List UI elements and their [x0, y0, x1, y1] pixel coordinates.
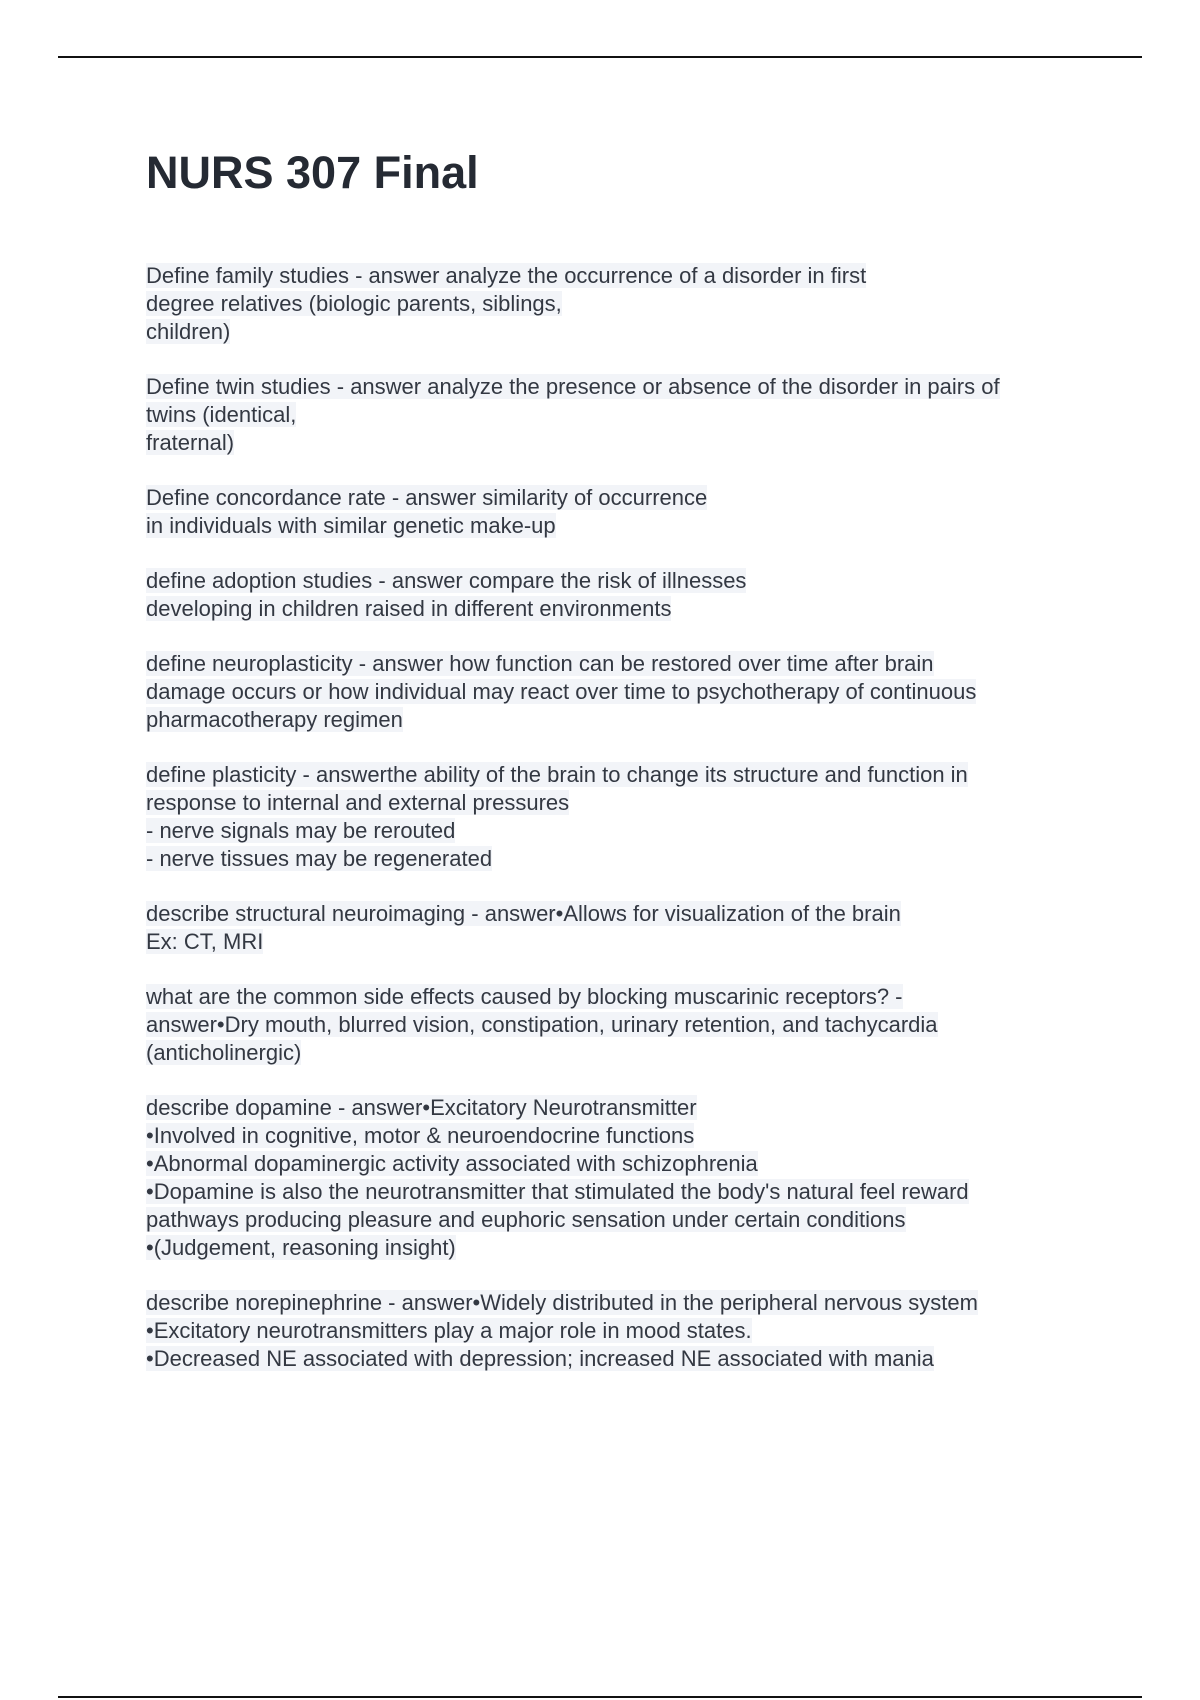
- qa-line: Define family studies - answer analyze the occurrence of a disorder in first: [146, 263, 867, 288]
- qa-line: fraternal): [146, 430, 235, 455]
- qa-line: Define concordance rate - answer similarity of occurrence: [146, 485, 708, 510]
- qa-entry-neuroplasticity: [146, 650, 1096, 734]
- qa-line: - nerve tissues may be regenerated: [146, 846, 493, 871]
- qa-entry-norepinephrine: [146, 1289, 1096, 1373]
- qa-line: answer•Dry mouth, blurred vision, constipation, urinary retention, and tachycardia: [146, 1012, 938, 1037]
- header-rule: [58, 56, 1142, 58]
- qa-line: in individuals with similar genetic make-up: [146, 513, 556, 538]
- qa-line: describe norepinephrine - answer•Widely distributed in the peripheral nervous system: [146, 1290, 978, 1315]
- qa-entry-plasticity: [146, 761, 1096, 873]
- page-title: NURS 307 Final: [146, 147, 479, 198]
- qa-entry-dopamine: [146, 1094, 1096, 1262]
- qa-line: describe dopamine - answer•Excitatory Neurotransmitter: [146, 1095, 697, 1120]
- qa-line: - nerve signals may be rerouted: [146, 818, 456, 843]
- qa-entry-structural-neuroimaging: [146, 900, 1096, 956]
- qa-line: Define twin studies - answer analyze the presence or absence of the disorder in pairs of: [146, 374, 1000, 399]
- qa-line: response to internal and external pressures: [146, 790, 570, 815]
- qa-line: children): [146, 319, 231, 344]
- qa-line: Ex: CT, MRI: [146, 929, 264, 954]
- qa-line: •Dopamine is also the neurotransmitter that stimulated the body's natural feel reward: [146, 1179, 969, 1204]
- qa-line: •Abnormal dopaminergic activity associated with schizophrenia: [146, 1151, 758, 1176]
- qa-entry-adoption-studies: [146, 567, 1096, 623]
- qa-line: twins (identical,: [146, 402, 297, 427]
- qa-line: •Excitatory neurotransmitters play a major role in mood states.: [146, 1318, 752, 1343]
- footer-rule: [58, 1696, 1142, 1698]
- qa-line: •Involved in cognitive, motor & neuroendocrine functions: [146, 1123, 695, 1148]
- qa-entry-concordance-rate: [146, 484, 1096, 540]
- qa-line: degree relatives (biologic parents, siblings,: [146, 291, 562, 316]
- qa-line: define adoption studies - answer compare the risk of illnesses: [146, 568, 747, 593]
- qa-line: pathways producing pleasure and euphoric sensation under certain conditions: [146, 1207, 906, 1232]
- qa-entry-twin-studies: [146, 373, 1096, 457]
- qa-line: define plasticity - answerthe ability of the brain to change its structure and function in: [146, 762, 968, 787]
- qa-entry-muscarinic-side-effects: [146, 983, 1096, 1067]
- qa-line: define neuroplasticity - answer how function can be restored over time after brain: [146, 651, 934, 676]
- qa-line: developing in children raised in different environments: [146, 596, 672, 621]
- document-body: [146, 138, 1096, 1400]
- qa-line: (anticholinergic): [146, 1040, 302, 1065]
- qa-line: describe structural neuroimaging - answer•Allows for visualization of the brain: [146, 901, 901, 926]
- qa-line: pharmacotherapy regimen: [146, 707, 403, 732]
- qa-line: what are the common side effects caused by blocking muscarinic receptors? -: [146, 984, 903, 1009]
- qa-line: damage occurs or how individual may react over time to psychotherapy of continuous: [146, 679, 977, 704]
- qa-line: •Decreased NE associated with depression; increased NE associated with mania: [146, 1346, 934, 1371]
- qa-line: •(Judgement, reasoning insight): [146, 1235, 456, 1260]
- qa-entry-family-studies: [146, 262, 1096, 346]
